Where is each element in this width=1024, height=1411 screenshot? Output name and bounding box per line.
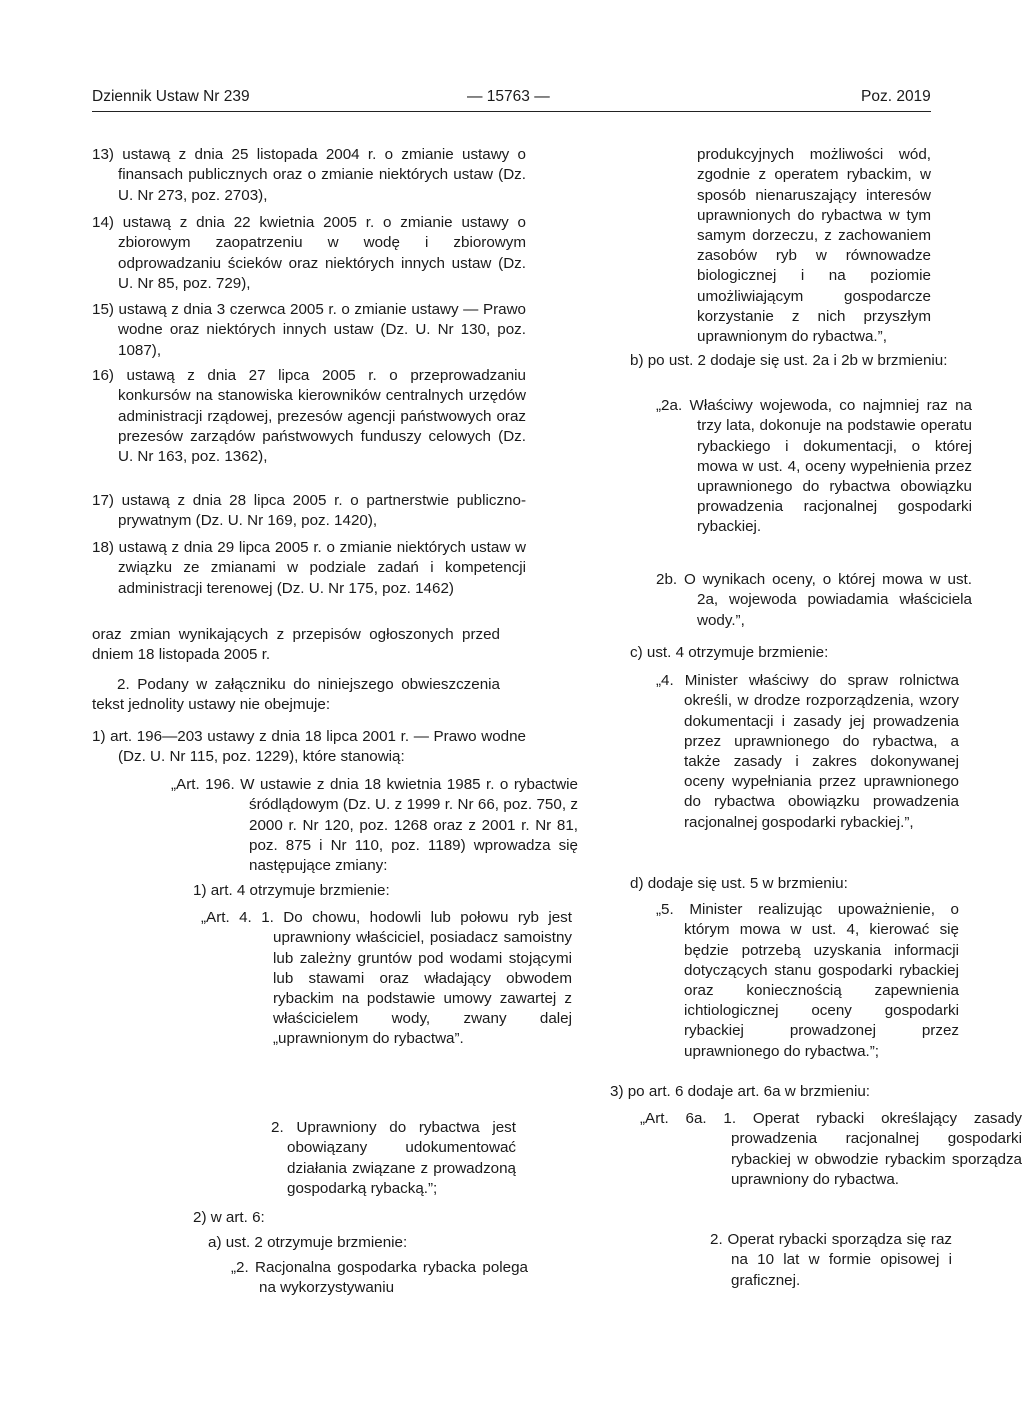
list-item-18: 18) ustawą z dnia 29 lipca 2005 r. o zmianie niektórych ustaw w związku ze zmianami w podziale zadań i kompetencji administracji terenowej (Dz. U. Nr 175, poz. 1462)	[92, 539, 526, 597]
list-item-14: 14) ustawą z dnia 22 kwietnia 2005 r. o zmianie ustawy o zbiorowym zaopatrzeniu w wodę i zbiorowym odprowadzaniu ścieków oraz niektórych innych ustaw (Dz. U. Nr 85, poz. 729),	[92, 214, 526, 292]
section-2-paragraph: 2. Podany w załączniku do niniejszego obwieszczenia tekst jednolity ustawy nie obejmuje:	[92, 676, 500, 714]
quoted-art-6a-ust-2: 2. Operat rybacki sporządza się raz na 10 lat w formie opisowej i graficznej.	[710, 1231, 952, 1289]
page-number: — 15763 —	[467, 88, 550, 105]
quoted-art-4-ust-1: „Art. 4. 1. Do chowu, hodowli lub połowu ryb jest uprawniony właściciel, posiadacz samoistny lub zależny gruntów pod wodami stojącymi lub stawami oraz władający obwodem rybackim na podstawie umowy zawartej z właścicielem wody, zwany dalej „uprawnionym do rybactwa”.	[201, 909, 572, 1048]
quoted-art-6a-ust-1: „Art. 6a. 1. Operat rybacki określający zasady prowadzenia racjonalnej gospodarki rybackiej w obwodzie rybackim sporządza uprawniony do rybactwa.	[640, 1110, 1022, 1188]
quoted-ust-4: „4. Minister właściwy do spraw rolnictwa określi, w drodze rozporządzenia, wzory dokumentacji i zasady jej prowadzenia przez uprawnionego do rybactwa, a także zasady i zakres dokonywanej oceny wypełniania przez uprawnionego do rybactwa obowiązku prowadzenia racjonalnej gospodarki rybackiej.”,	[656, 672, 959, 831]
list-item-13: 13) ustawą z dnia 25 listopada 2004 r. o zmianie ustawy o finansach publicznych oraz o zmianie niektórych ustaw (Dz. U. Nr 273, poz. 2703),	[92, 146, 526, 204]
list-item-16: 16) ustawą z dnia 27 lipca 2005 r. o przeprowadzaniu konkursów na stanowiska kierowników centralnych urzędów administracji rządowej, prezesów agencji państwowych oraz prezesów zarządów państwowych funduszy celowych (Dz. U. Nr 163, poz. 1362),	[92, 367, 526, 465]
journal-title: Dziennik Ustaw Nr 239	[92, 88, 250, 105]
position-number: Poz. 2019	[861, 88, 931, 105]
list-item-15: 15) ustawą z dnia 3 czerwca 2005 r. o zmianie ustawy — Prawo wodne oraz niektórych innych ustaw (Dz. U. Nr 130, poz. 1087),	[92, 301, 526, 359]
quoted-art-196: „Art. 196. W ustawie z dnia 18 kwietnia 1985 r. o rybactwie śródlądowym (Dz. U. z 1999 r. Nr 66, poz. 750, z 2000 r. Nr 120, poz. 1268 oraz z 2001 r. Nr 81, poz. 875 i Nr 110, poz. 1189) wprowadza się następujące zmiany:	[171, 776, 578, 874]
quoted-ust-5: „5. Minister realizując upoważnienie, o którym mowa w ust. 4, kierować się będzie potrzebą uzyskania informacji dotyczących stanu gospodarki rybackiej oraz koniecznością zapewnienia ichtiologicznej oceny gospodarki rybackiej prowadzonej przez uprawnionego do rybactwa.”;	[656, 901, 959, 1060]
header-rule	[92, 111, 931, 112]
quoted-ust-2a: „2a. Właściwy wojewoda, co najmniej raz na trzy lata, dokonuje na podstawie operatu rybackiego i dokumentacji, o której mowa w ust. 4, oceny wypełnienia przez uprawnionego do rybactwa obowiązku prowadzenia racjonalnej gospodarki rybackiej.	[656, 397, 972, 536]
exclusion-item-1: 1) art. 196—203 ustawy z dnia 18 lipca 2001 r. — Prawo wodne (Dz. U. Nr 115, poz. 1229), które stanowią:	[92, 728, 526, 766]
amendment-2d-intro: d) dodaje się ust. 5 w brzmieniu:	[630, 875, 848, 893]
closing-paragraph: oraz zmian wynikających z przepisów ogłoszonych przed dniem 18 listopada 2005 r.	[92, 626, 500, 664]
list-item-17: 17) ustawą z dnia 28 lipca 2005 r. o partnerstwie publiczno-prywatnym (Dz. U. Nr 169, poz. 1420),	[92, 492, 526, 530]
amendment-2a-intro: a) ust. 2 otrzymuje brzmienie:	[208, 1234, 408, 1252]
amendment-3-intro: 3) po art. 6 dodaje art. 6a w brzmieniu:	[610, 1083, 871, 1101]
amendment-2-intro: 2) w art. 6:	[193, 1209, 265, 1227]
quoted-art-6-ust-2-start: „2. Racjonalna gospodarka rybacka polega na wykorzystywaniu	[231, 1259, 528, 1297]
amendment-1-intro: 1) art. 4 otrzymuje brzmienie:	[193, 882, 390, 900]
amendment-2b-intro: b) po ust. 2 dodaje się ust. 2a i 2b w brzmieniu:	[630, 352, 948, 370]
quoted-ust-2b: 2b. O wynikach oceny, o której mowa w ust. 2a, wojewoda powiadamia właściciela wody.”,	[656, 571, 972, 629]
quoted-art-4-ust-2: 2. Uprawniony do rybactwa jest obowiązany udokumentować działania związane z prowadzoną gospodarką rybacką.”;	[271, 1119, 516, 1197]
quoted-art-6-ust-2-cont: produkcyjnych możliwości wód, zgodnie z operatem rybackim, w sposób nienaruszający interesów uprawnionych do rybactwa w tym samym dorzeczu, z zachowaniem zasobów ryb w równowadze biologicznej i na poziomie umożliwiającym gospodarcze korzystanie z nich przyszłym uprawnionym do rybactwa.”,	[697, 146, 931, 346]
amendment-2c-intro: c) ust. 4 otrzymuje brzmienie:	[630, 644, 829, 662]
